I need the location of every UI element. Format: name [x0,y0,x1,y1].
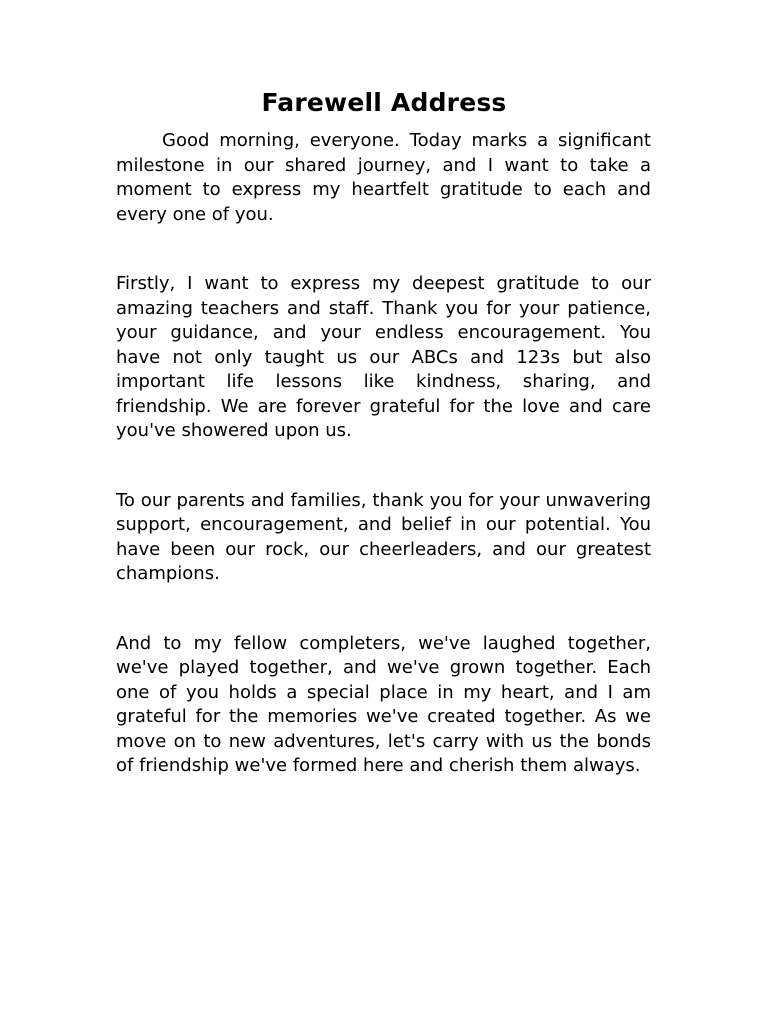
paragraph-parents: To our parents and families, thank you for your unwavering support, encouragement, and belief in our potential. You have been our rock, our cheerleaders, and our greatest champions. [116,489,651,584]
paragraph-teachers: Firstly, I want to express my deepest gratitude to our amazing teachers and staff. Thank you for your patience, your guidance, and your endless encouragement. You have not only taught us our ABCs and 123s but also important life lessons like kindness, sharing, and friendship. We are forever grateful for the love and care you've showered upon us. [116,273,651,441]
paragraph-greeting: Good morning, everyone. Today marks a significant milestone in our shared journey, and I want to take a moment to express my heartfelt gratitude to each and every one of you. [116,130,651,225]
document-body [116,129,651,824]
paragraph-classmates: And to my fellow completers, we've laughed together, we've played together, and we've grown together. Each one of you holds a special place in my heart, and I am grateful for the memories we've created together. As we move on to new adventures, let's carry with us the bonds of friendship we've formed here and cherish them always. [116,632,651,776]
document-title: Farewell Address [261,88,507,117]
